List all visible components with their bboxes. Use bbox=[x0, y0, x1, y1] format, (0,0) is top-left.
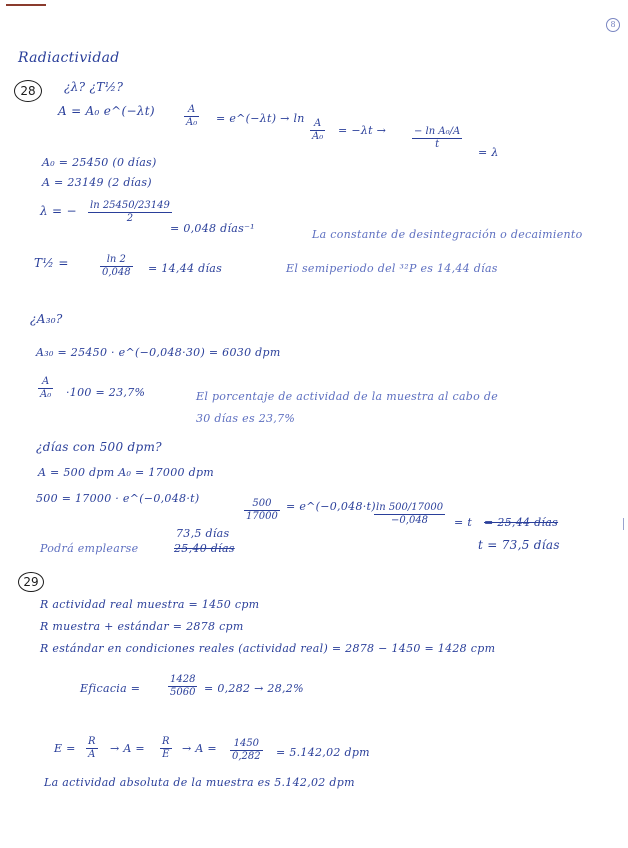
days-equation: 500 = 17000 · e^(−0,048·t) bbox=[36, 492, 200, 505]
p29-eq-value: = 5.142,02 dpm bbox=[276, 746, 370, 759]
days-conclusion-prefix: Podrá emplearse bbox=[40, 542, 139, 555]
p29-eq-num-2: R bbox=[162, 736, 170, 747]
days-ratio-den: 17000 bbox=[246, 511, 278, 522]
p28-lambda-frac-den: t bbox=[435, 139, 440, 150]
days-ratio bbox=[244, 498, 280, 523]
a30-pct-note-1: El porcentaje de actividad de la muestra al cabo de bbox=[196, 390, 499, 403]
p28-lambda-end: = λ bbox=[478, 146, 499, 159]
days-ratio-rhs: = e^(−0,048·t) bbox=[286, 500, 376, 513]
page-number: 8 bbox=[606, 18, 620, 32]
p29-eff-num: 1428 bbox=[170, 674, 196, 685]
p28-ratio-num: A bbox=[184, 104, 199, 117]
p29-eq-mid: → A = bbox=[110, 742, 145, 755]
p28-decay-law: A = A₀ e^(−λt) bbox=[58, 104, 155, 118]
p28-lambda-frac-num: − ln A₀/A bbox=[414, 126, 461, 137]
p28-lambda-note: La constante de desintegración o decaimiento bbox=[312, 228, 583, 241]
p28-thalf-num: ln 2 bbox=[100, 254, 133, 267]
p28-lambda-calc-num: ln 25450/23149 bbox=[90, 200, 170, 211]
a30-pct-den: A₀ bbox=[40, 389, 52, 400]
p29-eq-frac-2 bbox=[160, 736, 172, 761]
a30-pct-note-2: 30 días es 23,7% bbox=[196, 412, 296, 425]
p29-line-3: R estándar en condiciones reales (actividad real) = 2878 − 1450 = 1428 cpm bbox=[40, 642, 496, 655]
a30-pct-frac bbox=[38, 376, 53, 401]
days-ln-num: ln 500/17000 bbox=[376, 502, 444, 513]
p29-eff-label: Eficacia = bbox=[80, 682, 141, 695]
p29-eff-frac bbox=[168, 674, 197, 699]
p29-eff-value: = 0,282 → 28,2% bbox=[204, 682, 304, 695]
p28-thalf-frac bbox=[100, 254, 133, 279]
p28-ln-rhs: = −λt → bbox=[338, 124, 387, 137]
p28-ln-ratio bbox=[310, 118, 325, 143]
days-conclusion-value: 73,5 días bbox=[176, 527, 230, 540]
p29-line-2: R muestra + estándar = 2878 cpm bbox=[40, 620, 244, 633]
days-ln-frac bbox=[374, 502, 445, 527]
p29-eq-frac-3 bbox=[230, 738, 263, 763]
a30-formula: A₃₀ = 25450 · e^(−0,048·30) = 6030 dpm bbox=[36, 346, 281, 359]
p28-lambda-calc bbox=[88, 200, 172, 225]
p28-lambda-calc-den: 2 bbox=[126, 213, 134, 224]
problem-29-number: 29 bbox=[18, 572, 44, 592]
a30-pct-value: ·100 = 23,7% bbox=[66, 386, 146, 399]
p29-eff-den: 5060 bbox=[170, 687, 196, 698]
days-ratio-num: 500 bbox=[244, 498, 280, 511]
days-question: ¿días con 500 dpm? bbox=[36, 440, 162, 454]
p28-ln-ratio-num: A bbox=[310, 118, 325, 131]
problem-28-number: 28 bbox=[14, 80, 42, 102]
p28-thalf-den: 0,048 bbox=[102, 267, 131, 278]
p28-ratio-den: A₀ bbox=[186, 117, 198, 128]
p29-conclusion: La actividad absoluta de la muestra es 5.142,02 dpm bbox=[44, 776, 355, 789]
days-conclusion-struck: 25,40 días bbox=[174, 542, 235, 555]
p28-ln-ratio-den: A₀ bbox=[312, 131, 324, 142]
p28-a0: A₀ = 25450 (0 días) bbox=[42, 156, 157, 169]
p28-lambda-prefix: λ = − bbox=[40, 204, 77, 218]
days-ln-rhs: = t bbox=[454, 516, 473, 529]
section-title: Radiactividad bbox=[18, 50, 120, 66]
p29-eq-den-2: E bbox=[162, 749, 170, 760]
p29-eq-frac-1 bbox=[86, 736, 98, 761]
p28-ratio-rhs: = e^(−λt) → ln bbox=[216, 112, 305, 125]
p29-eq-prefix: E = bbox=[54, 742, 76, 755]
p28-question: ¿λ? ¿T½? bbox=[64, 80, 124, 94]
p28-thalf-note: El semiperiodo del ³²P es 14,44 días bbox=[286, 262, 498, 275]
days-ln-den: −0,048 bbox=[391, 515, 429, 526]
p28-lambda-value: = 0,048 días⁻¹ bbox=[170, 222, 255, 235]
a30-pct-num: A bbox=[38, 376, 53, 389]
p29-eq-mid-2: → A = bbox=[182, 742, 217, 755]
p28-ratio bbox=[184, 104, 199, 129]
p28-thalf-prefix: T½ = bbox=[34, 256, 69, 270]
p29-line-1: R actividad real muestra = 1450 cpm bbox=[40, 598, 260, 611]
days-given: A = 500 dpm A₀ = 17000 dpm bbox=[38, 466, 215, 479]
p29-eq-den-3: 0,282 bbox=[232, 751, 261, 762]
p29-eq-num-1: R bbox=[88, 736, 96, 747]
p28-lambda-frac bbox=[412, 126, 462, 151]
top-edge-mark bbox=[6, 4, 46, 6]
p28-a: A = 23149 (2 días) bbox=[42, 176, 152, 189]
p28-thalf-value: = 14,44 días bbox=[148, 262, 223, 275]
p29-eq-den-1: A bbox=[88, 749, 96, 760]
days-struck-result: = 25,44 días bbox=[484, 516, 559, 529]
a30-question: ¿A₃₀? bbox=[30, 312, 63, 326]
margin-tick bbox=[623, 518, 624, 530]
days-result: t = 73,5 días bbox=[478, 538, 560, 552]
p29-eq-num-3: 1450 bbox=[230, 738, 263, 751]
